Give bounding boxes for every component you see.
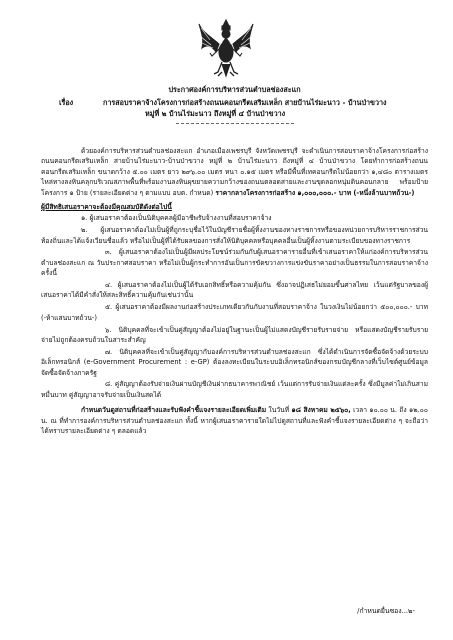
price-value: ๑,๐๐๐,๐๐๐.- บาท (297, 188, 352, 197)
qualification-item: ๑. ผู้เสนอราคาต้องเป็นนิติบุคคลผู้มีอาชีพรับจ้างงานที่สอบราคาจ้าง (81, 214, 272, 223)
site-visit-heading: กำหนดวันดูสถานที่ก่อสร้างและรับฟังคำชี้แจงรายละเอียดเพิ่มเติม (81, 406, 267, 415)
intro-text: ด้วยองค์การบริหารส่วนตำบลช่องสะแก อำเภอเมืองเพชรบุรี จังหวัดเพชรบุรี จะดำเนินการสอบราคาจ้างโครงการก่อสร้างถนนคอนกรีตเสริมเหล็ก สายบ้านไร่มะนาว-บ้านป่าขวาง หมู่ที่ ๒ บ้านไร่มะนาว ถึงหมู่ที่ ๔ บ้านป่าขวาง โดยทำการก่อสร้างถนนคอนกรีตเสริมเหล็ก ขนาดกว้าง ๕.๐๐ เมตร ยาว ๒๙๖.๐๐ เมตร หนา ๐.๑๕ เมตร หรือมีพื้นที่เทคอนกรีตไม่น้อยกว่า ๑,๔๘๐ ตารางเมตร ไหล่ทางลงหินคลุกบริเวณสภาพพื้นที่พร้อมงานลงหินผุขยายความกว้างของถนนตลอดสายและงานขุดลอกหนุ่มดินคอนกลาย พร้อมป้ายโครงการ ๑ ป้าย (รายละเอียดต่าง ๆ ตามแบบ อบต. กำหนด) (41, 147, 428, 197)
document-body (41, 146, 428, 438)
document-header (41, 84, 428, 124)
site-visit-paragraph (41, 405, 428, 436)
price-label: ราคากลางโครงการก่อสร้าง (215, 188, 296, 197)
qualification-item: ๔. ผู้เสนอราคาต้องไม่เป็นผู้ได้รับเอกสิทธิ์หรือความคุ้มกัน ซึ่งอาจปฏิเสธไม่ยอมขึ้นศาลไทย เว้นแต่รัฐบาลของผู้เสนอราคาได้มีคำสั่งให้สละสิทธิ์ความคุ้มกันเช่นว่านั้น (41, 281, 428, 300)
site-visit-date-prefix: ในวันที่ (268, 406, 290, 415)
site-visit-date: ๑๘ สิงหาคม ๒๕๖๐, (291, 406, 351, 415)
subject-line (41, 97, 428, 108)
garuda-emblem-icon (198, 18, 254, 80)
qualification-item: ๒. ผู้เสนอราคาต้องไม่เป็นผู้ที่ถูกระบุชื่อไว้ในบัญชีรายชื่อผู้ทิ้งงานของทางราชการหรือของหน่วยการบริหารราชการส่วนท้องถิ่นและได้แจ้งเวียนชื่อแล้ว หรือไม่เป็นผู้ที่ได้รับผลของการสั่งให้นิติบุคคลหรือบุคคลอื่นเป็นผู้ทิ้งงานตามระเบียบของทางราชการ (41, 226, 428, 245)
subject-text: การสอบราคาจ้างโครงการก่อสร้างถนนคอนกรีตเสริมเหล็ก สายบ้านไร่มะนาว - บ้านป่าขวาง (103, 98, 387, 108)
qualification-item: ๗. นิติบุคคลที่จะเข้าเป็นคู่สัญญากับองค์การบริหารส่วนตำบลช่องสะแก ซึ่งได้ดำเนินการจัดซื้อจัดจ้างด้วยระบบอิเล็กทรอนิกส์ (e-Government Procurement : e-GP) ต้องลงทะเบียนในระบบอิเล็กทรอนิกส์ของกรมบัญชีกลางที่เว็บไซต์ศูนย์ข้อมูลจัดซื้อจัดจ้างภาครัฐ (41, 347, 428, 377)
subject-text-line2: หมู่ที่ ๒ บ้านไร่มะนาว ถึงหมู่ที่ ๔ บ้านป่าขวาง (145, 109, 286, 119)
subject-label: เรื่อง (59, 98, 74, 108)
header-divider (176, 123, 294, 124)
continuation-note: /กำหนดยื่นซอง...๒- (357, 607, 415, 615)
site-visit-text: เวลา ๑๐.๐๐ น. ถึง ๑๒.๐๐ น. ณ ที่ทำการองค์การบริหารส่วนตำบลช่องสะแก ทั้งนี้ หากผู้เสนอราคารายใดไม่ไปดูสถานที่และฟังคำชี้แจงรายละเอียดต่าง ๆ จะถือว่าได้ทราบรายละเอียดต่าง ๆ ตลอดแล้ว (41, 406, 428, 435)
price-words: (-หนึ่งล้านบาทถ้วน-) (353, 188, 415, 197)
qualification-item: ๕. ผู้เสนอราคาต้องมีผลงานก่อสร้างประเภทเดียวกันกับงานที่สอบราคาจ้าง ในวงเงินไม่น้อยกว่า ๕๐๐,๐๐๐.- บาท (-ห้าแสนบาทถ้วน-) (41, 303, 428, 322)
announcement-title: ประกาศองค์การบริหารส่วนตำบลช่องสะแก (168, 85, 301, 94)
qualification-item: ๓. ผู้เสนอราคาต้องไม่เป็นผู้มีผลประโยชน์ร่วมกันกับผู้เสนอราคารายอื่นที่เข้าเสนอราคาให้แก่องค์การบริหารส่วนตำบลช่องสะแก ณ วันประกาศสอบราคา หรือไม่เป็นผู้กระทำการอันเป็นการขัดขวางการแข่งขันราคาอย่างเป็นธรรมในการสอบราคาจ้างครั้งนี้ (41, 248, 428, 278)
qualification-item: ๖. นิติบุคคลที่จะเข้าเป็นคู่สัญญาต้องไม่อยู่ในฐานะเป็นผู้ไม่แสดงบัญชีรายรับรายจ่าย หรือแสดงบัญชีรายรับรายจ่ายไม่ถูกต้องครบถ้วนในสาระสำคัญ (41, 325, 428, 344)
qualification-item: ๘. คู่สัญญาต้องรับจ่ายเงินผ่านบัญชีเงินฝากธนาคารพาณิชย์ เว้นแต่การรับจ่ายเงินแต่ละครั้ง ซึ่งมีมูลค่าไม่เกินสามหมื่นบาท คู่สัญญาอาจรับจ่ายเป็นเงินสดได้ (41, 380, 428, 399)
intro-paragraph (41, 146, 428, 198)
qualifications-heading: ผู้มีสิทธิเสนอราคาจะต้องมีคุณสมบัติดังต่อไปนี้ (41, 202, 172, 211)
